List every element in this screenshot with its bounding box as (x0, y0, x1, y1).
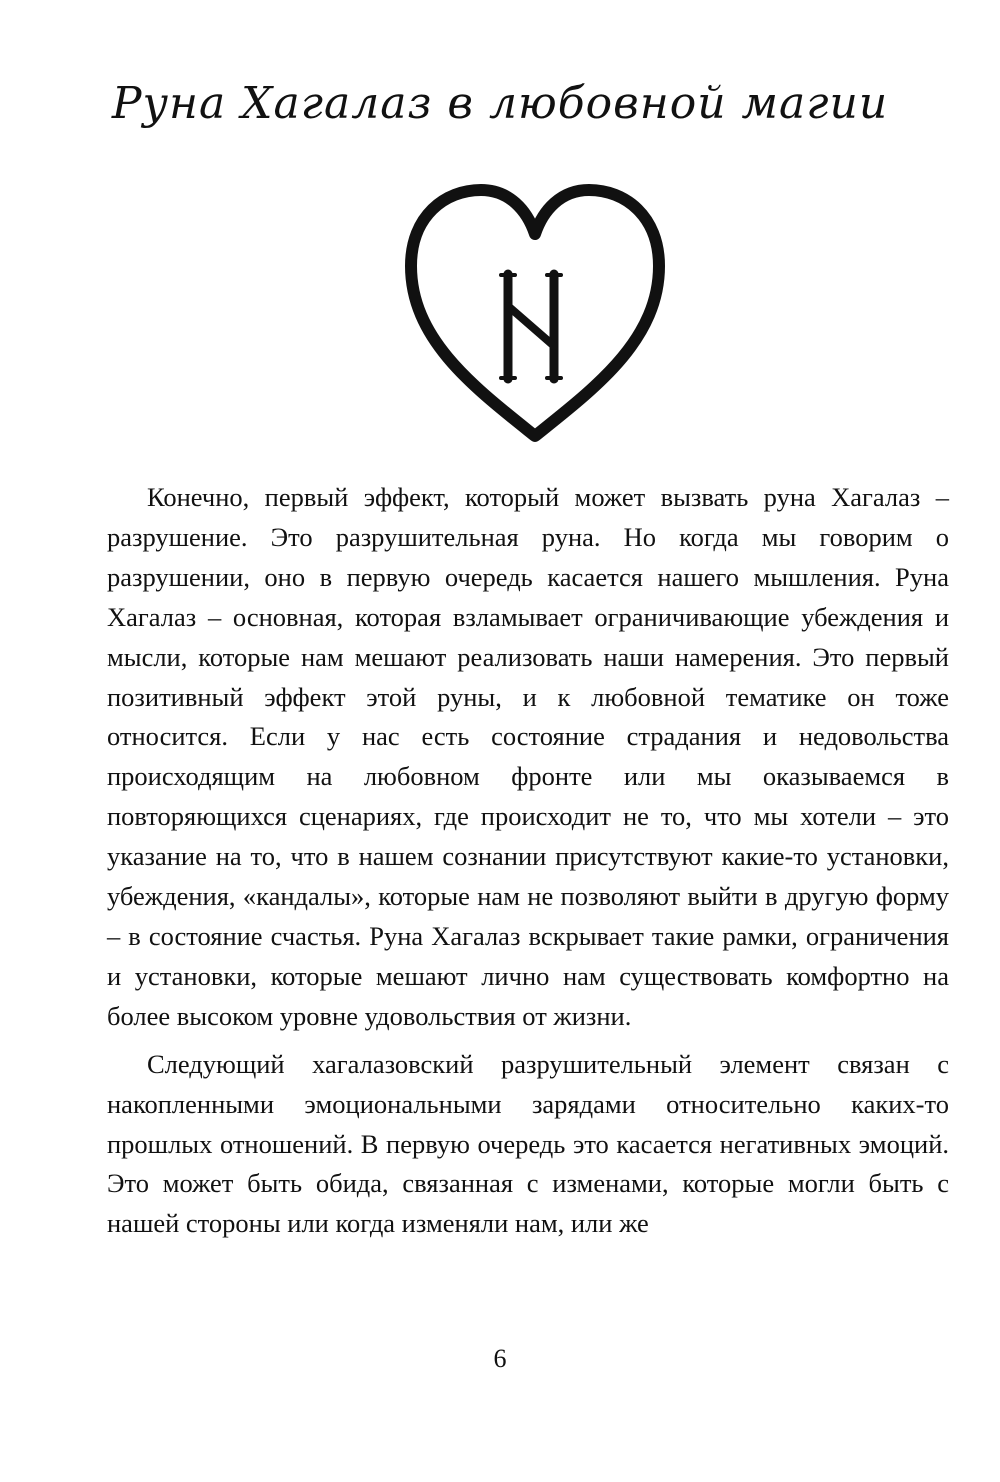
heart-outline-icon (411, 190, 659, 436)
hagalaz-rune-icon (501, 274, 561, 379)
heart-rune-emblem (405, 182, 665, 444)
body-text (107, 478, 949, 1252)
page-number: 6 (493, 1344, 507, 1373)
page-title: Руна Хагалаз в любовной магии (111, 78, 889, 129)
paragraph: Конечно, первый эффект, который может вызвать руна Хагалаз – разрушение. Это разрушительная руна. Но когда мы говорим о разрушении, оно в первую очередь касается нашего мышления. Руна Хагалаз – основная, которая взламывает ограничивающие убеждения и мысли, которые нам мешают реализовать наши намерения. Это первый позитивный эффект этой руны, и к любовной тематике он тоже относится. Если у нас есть состояние страдания и недовольства происходящим на любовном фронте или мы оказываемся в повторяющихся сценариях, где происходит не то, что мы хотели – это указание на то, что в нашем сознании присутствуют какие-то установки, убеждения, «кандалы», которые нам не позволяют выйти в другую форму – в состояние счастья. Руна Хагалаз вскрывает такие рамки, ограничения и установки, которые мешают лично нам существовать комфортно на более высоком уровне удовольствия от жизни. (107, 482, 949, 1031)
paragraph: Следующий хагалазовский разрушительный элемент связан с накопленными эмоциональными зарядами относительно каких-то прошлых отношений. В первую очередь это касается негативных эмоций. Это может быть обида, связанная с изменами, которые могли быть с нашей стороны или когда изменяли нам, или же (107, 1048, 949, 1239)
